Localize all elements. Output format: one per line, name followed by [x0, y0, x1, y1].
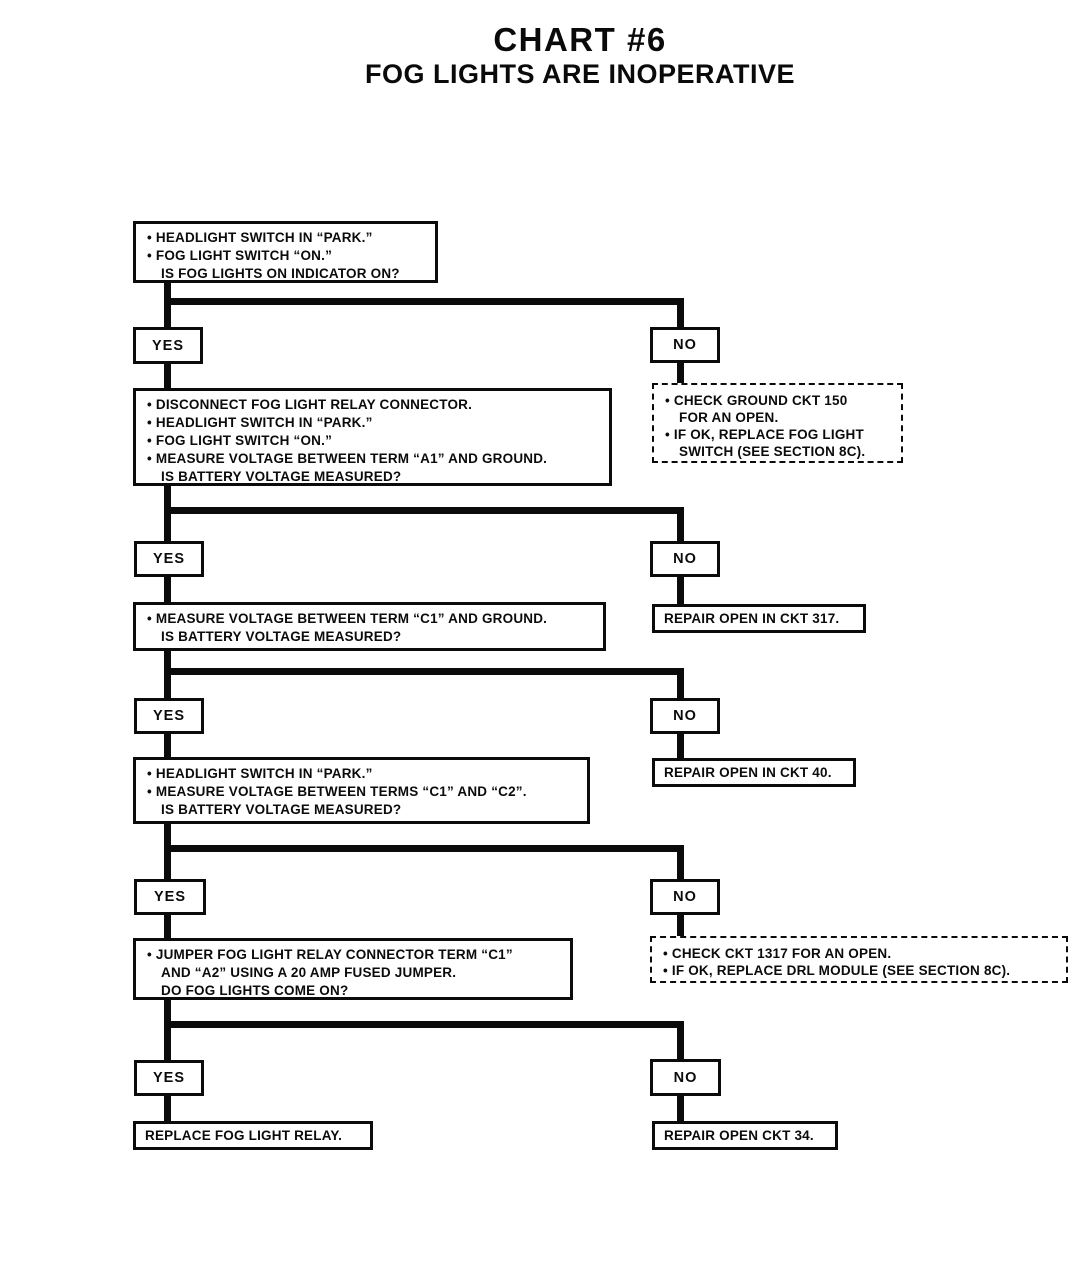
box-line: REPLACE FOG LIGHT RELAY. — [145, 1128, 343, 1143]
box-line: IS BATTERY VOLTAGE MEASURED? — [161, 802, 402, 817]
question-box-4 — [133, 757, 590, 824]
no-label: NO — [673, 551, 697, 567]
box-line: • FOG LIGHT SWITCH “ON.” — [147, 433, 333, 448]
box-line: AND “A2” USING A 20 AMP FUSED JUMPER. — [161, 965, 457, 980]
question-box-5 — [133, 938, 573, 1000]
connector-line — [164, 507, 684, 514]
box-line: • DISCONNECT FOG LIGHT RELAY CONNECTOR. — [147, 397, 473, 412]
yes-box-1 — [133, 327, 203, 364]
box-line: • HEADLIGHT SWITCH IN “PARK.” — [147, 415, 373, 430]
remedy-box-check-ckt-1317 — [650, 936, 1068, 983]
box-line: • MEASURE VOLTAGE BETWEEN TERM “A1” AND GROUND. — [147, 451, 548, 466]
yes-label: YES — [153, 889, 186, 905]
question-box-3 — [133, 602, 606, 651]
box-line: • MEASURE VOLTAGE BETWEEN TERM “C1” AND GROUND. — [147, 611, 548, 626]
yes-box-4 — [134, 879, 206, 915]
yes-label: YES — [152, 708, 185, 724]
yes-box-5 — [134, 1060, 204, 1096]
no-box-3 — [650, 698, 720, 734]
connector-line — [164, 845, 684, 852]
connector-line — [677, 734, 684, 758]
box-line: DO FOG LIGHTS COME ON? — [161, 983, 349, 998]
no-label: NO — [673, 708, 697, 724]
yes-label: YES — [152, 551, 185, 567]
connector-line — [164, 577, 171, 602]
connector-line — [677, 298, 684, 327]
box-line: IS BATTERY VOLTAGE MEASURED? — [161, 629, 402, 644]
box-line: • IF OK, REPLACE DRL MODULE (SEE SECTION 8C). — [663, 963, 1011, 978]
connector-line — [164, 1021, 684, 1028]
box-line: SWITCH (SEE SECTION 8C). — [679, 444, 866, 459]
no-label: NO — [673, 1069, 698, 1086]
box-line: • HEADLIGHT SWITCH IN “PARK.” — [147, 230, 373, 245]
connector-line — [677, 363, 684, 383]
remedy-box-repair-ckt-34 — [652, 1121, 838, 1150]
question-box-2 — [133, 388, 612, 486]
box-line: IS BATTERY VOLTAGE MEASURED? — [161, 469, 402, 484]
connector-line — [677, 577, 684, 604]
connector-line — [164, 298, 684, 305]
box-line: REPAIR OPEN IN CKT 40. — [664, 765, 832, 780]
connector-line — [164, 915, 171, 938]
no-label: NO — [673, 889, 697, 905]
connector-line — [677, 668, 684, 698]
connector-line — [677, 507, 684, 541]
connector-line — [164, 668, 684, 675]
box-line: • FOG LIGHT SWITCH “ON.” — [147, 248, 333, 263]
box-line: • MEASURE VOLTAGE BETWEEN TERMS “C1” AND “C2”. — [147, 784, 527, 799]
connector-line — [164, 1096, 171, 1121]
remedy-box-check-ground — [652, 383, 903, 463]
yes-label: YES — [151, 337, 184, 354]
chart-title-block — [72, 22, 1088, 90]
remedy-box-repair-ckt-40 — [652, 758, 856, 787]
box-line: • CHECK CKT 1317 FOR AN OPEN. — [663, 946, 892, 961]
box-line: • HEADLIGHT SWITCH IN “PARK.” — [147, 766, 373, 781]
remedy-box-replace-relay — [133, 1121, 373, 1150]
connector-line — [677, 845, 684, 879]
yes-box-2 — [134, 541, 204, 577]
no-box-1 — [650, 327, 720, 363]
no-box-2 — [650, 541, 720, 577]
connector-line — [677, 915, 684, 936]
connector-line — [164, 283, 171, 327]
box-line: REPAIR OPEN IN CKT 317. — [664, 611, 840, 626]
yes-box-3 — [134, 698, 204, 734]
box-line: • CHECK GROUND CKT 150 — [665, 393, 848, 408]
box-line: • IF OK, REPLACE FOG LIGHT — [665, 427, 864, 442]
connector-line — [164, 734, 171, 757]
connector-line — [164, 1000, 171, 1060]
box-line: REPAIR OPEN CKT 34. — [664, 1128, 814, 1143]
box-line: • JUMPER FOG LIGHT RELAY CONNECTOR TERM “C1” — [147, 947, 513, 962]
no-label: NO — [673, 337, 697, 353]
connector-line — [677, 1096, 684, 1121]
chart-subtitle: FOG LIGHTS ARE INOPERATIVE — [364, 59, 796, 90]
box-line: IS FOG LIGHTS ON INDICATOR ON? — [161, 266, 400, 281]
remedy-box-repair-ckt-317 — [652, 604, 866, 633]
chart-title: CHART #6 — [493, 21, 667, 58]
question-box-1 — [133, 221, 438, 283]
no-box-4 — [650, 879, 720, 915]
yes-label: YES — [152, 1070, 185, 1086]
connector-line — [677, 1021, 684, 1059]
box-line: FOR AN OPEN. — [679, 410, 779, 425]
connector-line — [164, 364, 171, 388]
no-box-5 — [650, 1059, 721, 1096]
